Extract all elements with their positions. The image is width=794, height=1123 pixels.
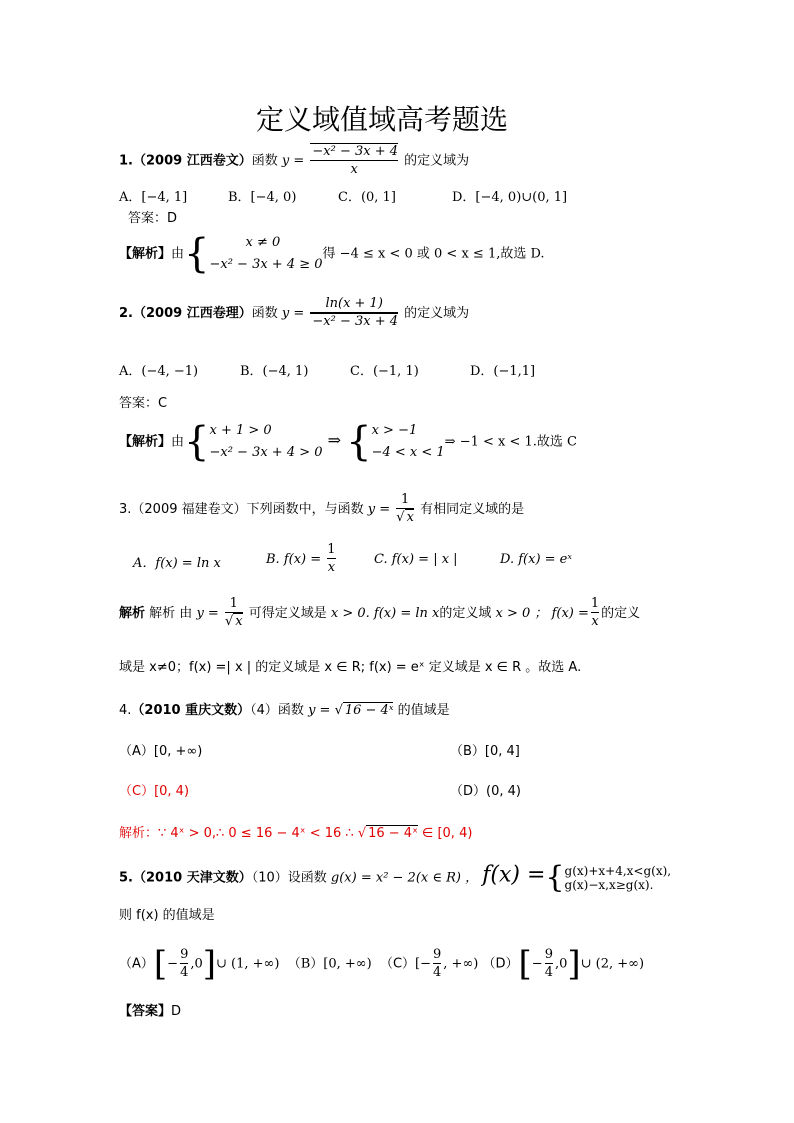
q1-option-d: D．[−4, 0)∪(0, 1] [452,190,568,205]
q3-option-c: C. f(x) = | x | [374,552,458,567]
question-5-stem: 5.（2010 天津文数）（10）设函数 g(x) = x² − 2(x ∈ R) ， f(x) ={ g(x)+x+4,x<g(x), g(x)−x,x≥g(x). [119,860,672,895]
q2-answer: 答案：C [119,396,168,411]
q1-fraction: $\frac{\text{−x² − 3x + 4}}{x}$ [312,144,398,178]
q3-option-d: D. f(x) = eˣ [500,552,572,567]
q2-option-b: B．(−4, 1) [240,364,309,379]
q4-option-c: （C）[0, 4) [119,784,190,799]
question-2-stem: 2.（2009 江西卷理）函数 y = $\frac{\ln(x + 1)}{\text{−x² − 3x + 4}}$ 的定义域为 [119,296,470,330]
q2-analysis: 【解析】由{ x + 1 > 0 −x² − 3x + 4 > 0 ⇒ { x > −1 −4 < x < 1 ⇒ −1 < x < 1.故选 C [119,419,577,465]
q4-option-b: （B）[0, 4] [450,744,520,759]
q4-option-a: （A）[0, +∞) [119,744,203,759]
q2-option-d: D．(−1,1] [470,364,536,379]
q1-option-c: C．(0, 1] [338,190,396,205]
q2-fraction: $\frac{\ln(x + 1)}{\text{−x² − 3x + 4}}$ [312,296,398,330]
question-1-stem: 1.（2009 江西卷文）函数 y = $\frac{\text{−x² − 3x + 4}}{x}$ 的定义域为 [119,144,470,178]
q2-option-c: C．(−1, 1) [350,364,419,379]
q1-analysis: 【解析】由{ x ≠ 0 −x² − 3x + 4 ≥ 0 得 −4 ≤ x < 0 或 0 < x ≤ 1,故选 D. [119,231,545,277]
q2-option-a: A．(−4, −1) [119,364,199,379]
q1-option-b: B．[−4, 0) [228,190,297,205]
q1-answer: 答案：D [128,211,178,226]
q4-option-d: （D）(0, 4) [450,784,521,799]
q5-answer: 【答案】D [119,1004,182,1019]
q3-option-b: B. f(x) = $\frac{1}{x}$ [266,542,336,576]
q3-analysis-line1: 解析 解析 由 y = $\frac{1}{√ x}$ 可得定义域是 x > 0. f(x) = ln x的定义域 x > 0 ； f(x) = $\frac{1}{x}$ 的定义 [119,596,641,630]
q3-option-a: A．f(x) = ln x [133,556,221,571]
q1-option-a: A．[−4, 1] [119,190,188,205]
q5-options: （A）[− $\frac{9}{4}$ ,0]∪ (1, +∞) （B）[0, +∞) （C）[− $\frac{9}{4}$ , +∞) （D）[− $\frac{9}{4}$ ,0]∪ (2, +∞) [119,944,645,984]
q4-analysis: 解析：∵ 4ˣ > 0,∴ 0 ≤ 16 − 4ˣ < 16 ∴ √ 16 − 4ˣ ∈ [0, 4) [119,826,473,841]
question-4-stem: 4.（2010 重庆文数）（4）函数 y = √ 16 − 4ˣ 的值域是 [119,703,450,718]
q3-analysis-line2: 域是 x≠0；f(x) =| x | 的定义域是 x ∈ R; f(x) = eˣ 定义域是 x ∈ R 。故选 A. [119,660,582,675]
question-3-stem: 3.（2009 福建卷文）下列函数中，与函数 y = $\frac{1}{√ x}$ 有相同定义域的是 [119,492,525,526]
page-title: 定义域值域高考题选 [256,103,509,136]
q5-line2: 则 f(x) 的值域是 [119,908,215,923]
